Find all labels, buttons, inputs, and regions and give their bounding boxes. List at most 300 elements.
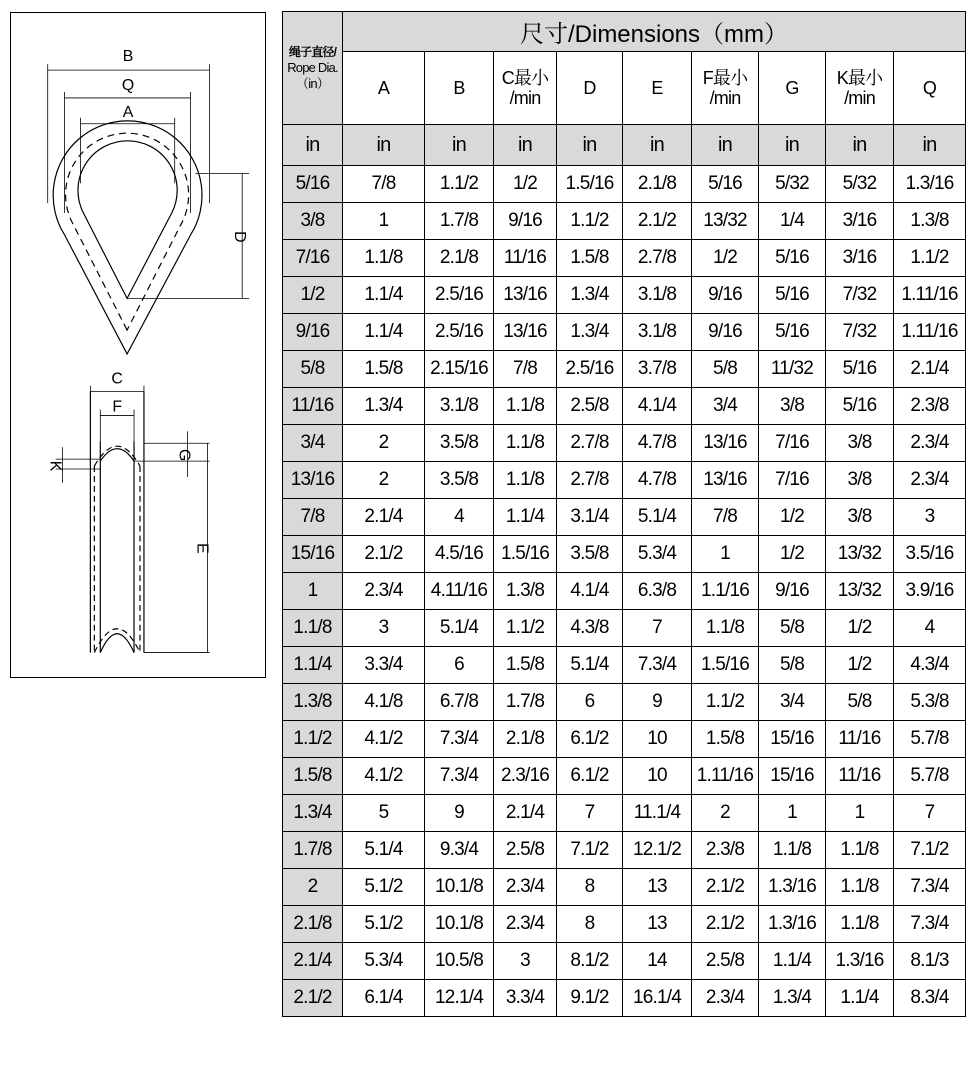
dimension-cell: 4.1/4 <box>557 573 623 610</box>
rope-dia-cell: 3/8 <box>283 203 343 240</box>
table-row <box>283 462 966 499</box>
column-header <box>692 52 759 125</box>
dimension-cell: 3.1/8 <box>623 277 692 314</box>
dimension-cell: 1.3/4 <box>557 277 623 314</box>
dimension-cell: 1.3/16 <box>826 943 894 980</box>
dimension-cell: 2.7/8 <box>557 462 623 499</box>
dimension-cell: 7.3/4 <box>894 906 966 943</box>
dimension-cell: 4.5/16 <box>425 536 494 573</box>
dimension-cell: 9 <box>425 795 494 832</box>
dimension-cell: 3/8 <box>826 499 894 536</box>
dimension-cell: 1/2 <box>692 240 759 277</box>
dimension-cell: 1.5/16 <box>557 166 623 203</box>
dimension-cell: 2.1/4 <box>343 499 425 536</box>
dimension-cell: 6.1/4 <box>343 980 425 1017</box>
dimension-cell: 2.7/8 <box>557 425 623 462</box>
dimension-cell: 1.1/8 <box>494 425 557 462</box>
table-row <box>283 425 966 462</box>
dimension-cell: 3/8 <box>826 462 894 499</box>
dimension-cell: 3.1/8 <box>425 388 494 425</box>
dimension-cell: 8.1/3 <box>894 943 966 980</box>
column-header-label: K最小 <box>836 68 883 88</box>
dimension-cell: 1.3/16 <box>759 906 826 943</box>
dimension-cell: 2.3/4 <box>343 573 425 610</box>
dimension-cell: 15/16 <box>759 721 826 758</box>
table-row <box>283 943 966 980</box>
dimension-cell: 2.1/2 <box>692 869 759 906</box>
column-header <box>759 52 826 125</box>
dimension-cell: 2.1/2 <box>343 536 425 573</box>
table-row <box>283 203 966 240</box>
rope-dia-cell: 2 <box>283 869 343 906</box>
dimension-cell: 1.5/8 <box>343 351 425 388</box>
dimension-cell: 1.3/4 <box>759 980 826 1017</box>
table-row <box>283 684 966 721</box>
dimension-cell: 5.1/4 <box>343 832 425 869</box>
table-row <box>283 573 966 610</box>
dimension-cell: 2.1/4 <box>894 351 966 388</box>
dimension-cell: 2.1/2 <box>692 906 759 943</box>
dimension-cell: 5/8 <box>692 351 759 388</box>
rope-dia-cell: 7/8 <box>283 499 343 536</box>
dimension-cell: 5/16 <box>692 166 759 203</box>
column-header-label: G <box>785 78 799 98</box>
dimension-cell: 1.11/16 <box>692 758 759 795</box>
dimension-cell: 4 <box>894 610 966 647</box>
rope-dia-cell: 1.3/8 <box>283 684 343 721</box>
dimension-cell: 12.1/4 <box>425 980 494 1017</box>
dimension-cell: 1.3/16 <box>759 869 826 906</box>
dimension-cell: 7/32 <box>826 277 894 314</box>
dimension-cell: 1.1/4 <box>494 499 557 536</box>
dimension-cell: 13 <box>623 906 692 943</box>
dimension-cell: 3 <box>343 610 425 647</box>
dimension-cell: 12.1/2 <box>623 832 692 869</box>
table-row <box>283 388 966 425</box>
dimension-cell: 2.3/4 <box>494 869 557 906</box>
column-header <box>894 52 966 125</box>
dimension-cell: 2.1/8 <box>623 166 692 203</box>
table-row <box>283 536 966 573</box>
dimension-cell: 8 <box>557 869 623 906</box>
dimension-cell: 5.1/2 <box>343 869 425 906</box>
table-row <box>283 351 966 388</box>
dimension-cell: 2.3/4 <box>692 980 759 1017</box>
column-header-label: F最小 <box>702 68 748 88</box>
column-header <box>623 52 692 125</box>
rope-dia-cell: 5/8 <box>283 351 343 388</box>
rope-dia-cell: 2.1/8 <box>283 906 343 943</box>
dimension-cell: 1 <box>826 795 894 832</box>
dimension-cell: 13/32 <box>826 573 894 610</box>
dimension-cell: 1.3/8 <box>894 203 966 240</box>
dimension-cell: 7/8 <box>494 351 557 388</box>
dimension-cell: 1.1/2 <box>557 203 623 240</box>
dimension-cell: 5 <box>343 795 425 832</box>
dimension-cell: 9/16 <box>759 573 826 610</box>
dimension-cell: 2.5/8 <box>692 943 759 980</box>
groove-dashed <box>66 133 189 330</box>
rope-dia-cell: 5/16 <box>283 166 343 203</box>
dimension-cell: 9 <box>623 684 692 721</box>
dimension-cell: 1.1/4 <box>343 277 425 314</box>
column-header-label: D <box>583 78 596 98</box>
dimension-cell: 2.5/8 <box>557 388 623 425</box>
dimension-cell: 3.5/16 <box>894 536 966 573</box>
dimension-cell: 7.1/2 <box>557 832 623 869</box>
dimension-cell: 5.1/4 <box>623 499 692 536</box>
table-title: 尺寸/Dimensions（mm） <box>343 12 966 52</box>
dimension-cell: 1 <box>759 795 826 832</box>
dimension-cell: 8 <box>557 906 623 943</box>
column-header-label: Q <box>922 78 937 98</box>
dimension-cell: 1.5/8 <box>557 240 623 277</box>
dimension-cell: 1.1/8 <box>343 240 425 277</box>
dimension-cell: 1/2 <box>759 536 826 573</box>
dimension-cell: 3/16 <box>826 203 894 240</box>
label-a: A <box>122 103 134 121</box>
table-row <box>283 499 966 536</box>
dimension-cell: 1.7/8 <box>494 684 557 721</box>
rope-dia-cell: 7/16 <box>283 240 343 277</box>
unit-cell: in <box>826 125 894 166</box>
dimension-cell: 4.1/4 <box>623 388 692 425</box>
dimension-cell: 1.1/4 <box>826 980 894 1017</box>
column-header <box>494 52 557 125</box>
rope-dia-cell: 3/4 <box>283 425 343 462</box>
rope-dia-cell: 9/16 <box>283 314 343 351</box>
dimension-cell: 2.1/8 <box>425 240 494 277</box>
dimension-cell: 1.1/8 <box>494 462 557 499</box>
column-header-sublabel: /min <box>509 88 541 108</box>
thimble-drawing <box>11 13 265 677</box>
dimension-cell: 1.1/8 <box>692 610 759 647</box>
dimension-cell: 9/16 <box>692 277 759 314</box>
dimension-cell: 4.1/2 <box>343 721 425 758</box>
rope-dia-cell: 2.1/2 <box>283 980 343 1017</box>
table-row <box>283 906 966 943</box>
dimension-cell: 7 <box>623 610 692 647</box>
rope-dia-cell: 1.1/2 <box>283 721 343 758</box>
dimension-cell: 6 <box>557 684 623 721</box>
dimension-cell: 3.1/8 <box>623 314 692 351</box>
dimension-cell: 5/16 <box>759 314 826 351</box>
unit-cell: in <box>343 125 425 166</box>
dimension-cell: 11/16 <box>494 240 557 277</box>
label-q: Q <box>121 77 135 95</box>
dimension-cell: 2.3/16 <box>494 758 557 795</box>
dimension-cell: 1.11/16 <box>894 314 966 351</box>
label-d: D <box>231 231 249 243</box>
dimension-cell: 5/16 <box>759 240 826 277</box>
rope-dia-header <box>283 12 343 125</box>
dimension-cell: 3/8 <box>826 425 894 462</box>
dimension-cell: 5.1/2 <box>343 906 425 943</box>
unit-cell: in <box>759 125 826 166</box>
dimension-cell: 6.1/2 <box>557 721 623 758</box>
dimension-cell: 4 <box>425 499 494 536</box>
rope-dia-cell: 2.1/4 <box>283 943 343 980</box>
dimension-cell: 2.5/16 <box>557 351 623 388</box>
rope-header-cn: 绳子直径/ <box>288 45 337 59</box>
dimension-cell: 5.3/4 <box>343 943 425 980</box>
dimension-cell: 1.3/4 <box>557 314 623 351</box>
column-header-sublabel: /min <box>844 88 875 108</box>
dimension-cell: 2.7/8 <box>623 240 692 277</box>
label-c: C <box>111 370 123 388</box>
rope-header-en: Rope Dia. <box>287 60 338 75</box>
dimension-cell: 5.7/8 <box>894 758 966 795</box>
dimension-cell: 13/16 <box>494 277 557 314</box>
label-g: G <box>175 448 193 462</box>
table-row <box>283 832 966 869</box>
dimension-cell: 3 <box>494 943 557 980</box>
dimension-cell: 5/32 <box>759 166 826 203</box>
dimension-cell: 4.7/8 <box>623 462 692 499</box>
dimension-cell: 1 <box>343 203 425 240</box>
dimension-cell: 7.3/4 <box>425 758 494 795</box>
dimension-cell: 9/16 <box>494 203 557 240</box>
thimble-diagram <box>10 12 266 678</box>
dimension-cell: 2.1/4 <box>494 795 557 832</box>
dimension-cell: 2.3/8 <box>692 832 759 869</box>
dimensions-table <box>282 11 966 1017</box>
dimension-cell: 8.1/2 <box>557 943 623 980</box>
dimension-cell: 1.1/4 <box>343 314 425 351</box>
dimension-cell: 7 <box>894 795 966 832</box>
dimension-cell: 6.1/2 <box>557 758 623 795</box>
dimension-cell: 3.3/4 <box>343 647 425 684</box>
dimension-cell: 10 <box>623 758 692 795</box>
dimension-cell: 1.3/4 <box>343 388 425 425</box>
dimension-cell: 7.3/4 <box>623 647 692 684</box>
dimension-cell: 3.1/4 <box>557 499 623 536</box>
inner-hole <box>78 141 177 299</box>
dimension-cell: 2.3/4 <box>894 462 966 499</box>
column-header <box>826 52 894 125</box>
dimension-cell: 3.5/8 <box>425 425 494 462</box>
dimension-cell: 13/16 <box>494 314 557 351</box>
dimension-cell: 13/16 <box>692 425 759 462</box>
dimension-cell: 8.3/4 <box>894 980 966 1017</box>
dimension-cell: 5/16 <box>826 388 894 425</box>
rope-dia-cell: 1.1/4 <box>283 647 343 684</box>
dimension-cell: 2.3/4 <box>494 906 557 943</box>
dimension-cell: 2 <box>692 795 759 832</box>
dimension-cell: 5.1/4 <box>557 647 623 684</box>
dimension-cell: 11/16 <box>826 721 894 758</box>
dimension-cell: 4.3/4 <box>894 647 966 684</box>
column-header-label: B <box>453 78 465 98</box>
table-row <box>283 795 966 832</box>
dimension-cell: 16.1/4 <box>623 980 692 1017</box>
rope-dia-cell: 15/16 <box>283 536 343 573</box>
dimension-cell: 1.11/16 <box>894 277 966 314</box>
dimension-cell: 3.3/4 <box>494 980 557 1017</box>
dimension-cell: 1.1/8 <box>826 832 894 869</box>
column-header-label: E <box>651 78 663 98</box>
dimension-cell: 1.1/2 <box>494 610 557 647</box>
dimension-cell: 5.3/4 <box>623 536 692 573</box>
dimension-cell: 13/32 <box>826 536 894 573</box>
dimension-cell: 7.3/4 <box>894 869 966 906</box>
dimension-cell: 2.1/8 <box>494 721 557 758</box>
dimension-cell: 1.3/16 <box>894 166 966 203</box>
table-row <box>283 314 966 351</box>
dimension-cell: 1.7/8 <box>425 203 494 240</box>
column-header <box>343 52 425 125</box>
column-header <box>425 52 494 125</box>
dimension-cell: 1/2 <box>494 166 557 203</box>
dimension-cell: 5/32 <box>826 166 894 203</box>
dimension-cell: 2.3/8 <box>894 388 966 425</box>
dimension-cell: 2.3/4 <box>894 425 966 462</box>
label-k: K <box>46 460 64 472</box>
dimension-cell: 7/32 <box>826 314 894 351</box>
dimension-cell: 1.1/2 <box>894 240 966 277</box>
dimension-cell: 3.5/8 <box>557 536 623 573</box>
dimension-cell: 5/8 <box>759 647 826 684</box>
dimension-cell: 4.1/8 <box>343 684 425 721</box>
dimension-cell: 3/16 <box>826 240 894 277</box>
dimension-cell: 1.3/8 <box>494 573 557 610</box>
dimension-cell: 1.1/2 <box>425 166 494 203</box>
dimension-cell: 7/16 <box>759 462 826 499</box>
table-row <box>283 166 966 203</box>
dimension-cell: 13/16 <box>692 462 759 499</box>
dimension-cell: 3.9/16 <box>894 573 966 610</box>
dimension-cell: 1.1/8 <box>826 906 894 943</box>
dimension-cell: 1.5/16 <box>494 536 557 573</box>
label-b: B <box>122 48 134 66</box>
dimension-cell: 5/16 <box>826 351 894 388</box>
dimension-cell: 1.1/4 <box>759 943 826 980</box>
dimension-cell: 6.3/8 <box>623 573 692 610</box>
rope-header-unit: （in） <box>296 76 329 91</box>
dimension-cell: 11.1/4 <box>623 795 692 832</box>
dimension-cell: 1.1/8 <box>494 388 557 425</box>
dimension-cell: 1.5/16 <box>692 647 759 684</box>
dimension-cell: 5/8 <box>759 610 826 647</box>
dimension-cell: 2 <box>343 462 425 499</box>
unit-cell: in <box>894 125 966 166</box>
dimension-cell: 2.5/16 <box>425 314 494 351</box>
table-row <box>283 869 966 906</box>
dimension-cell: 6 <box>425 647 494 684</box>
dimension-cell: 3 <box>894 499 966 536</box>
dimension-cell: 1.1/2 <box>692 684 759 721</box>
dimension-cell: 3.7/8 <box>623 351 692 388</box>
dimension-cell: 10.5/8 <box>425 943 494 980</box>
dimension-cell: 5/8 <box>826 684 894 721</box>
dimension-cell: 7.3/4 <box>425 721 494 758</box>
dimension-cell: 5.1/4 <box>425 610 494 647</box>
label-f: F <box>112 398 123 416</box>
dimension-cell: 14 <box>623 943 692 980</box>
table-row <box>283 758 966 795</box>
column-header-label: A <box>377 78 390 98</box>
dimension-cell: 4.1/2 <box>343 758 425 795</box>
table-row <box>283 277 966 314</box>
unit-cell: in <box>283 125 343 166</box>
dimension-cell: 4.3/8 <box>557 610 623 647</box>
dimension-cell: 1 <box>692 536 759 573</box>
dimension-cell: 15/16 <box>759 758 826 795</box>
dimension-cell: 10 <box>623 721 692 758</box>
dimension-cell: 6.7/8 <box>425 684 494 721</box>
dimension-cell: 3/4 <box>692 388 759 425</box>
dimension-cell: 2.1/2 <box>623 203 692 240</box>
dimension-cell: 7/16 <box>759 425 826 462</box>
dimension-cell: 11/32 <box>759 351 826 388</box>
dimension-cell: 4.11/16 <box>425 573 494 610</box>
dimension-cell: 2.15/16 <box>425 351 494 388</box>
dimension-cell: 7/8 <box>692 499 759 536</box>
rope-dia-cell: 1 <box>283 573 343 610</box>
dimension-cell: 9.3/4 <box>425 832 494 869</box>
dimension-cell: 3.5/8 <box>425 462 494 499</box>
dimension-cell: 1/2 <box>759 499 826 536</box>
rope-dia-cell: 1/2 <box>283 277 343 314</box>
table-row <box>283 610 966 647</box>
dimension-cell: 9.1/2 <box>557 980 623 1017</box>
rope-dia-cell: 1.3/4 <box>283 795 343 832</box>
dimension-cell: 7.1/2 <box>894 832 966 869</box>
dimension-cell: 7 <box>557 795 623 832</box>
rope-dia-cell: 13/16 <box>283 462 343 499</box>
table-row <box>283 647 966 684</box>
rope-dia-cell: 1.7/8 <box>283 832 343 869</box>
dimension-cell: 9/16 <box>692 314 759 351</box>
outer-outline <box>53 121 202 354</box>
table-row <box>283 980 966 1017</box>
rope-dia-cell: 1.1/8 <box>283 610 343 647</box>
dimension-cell: 4.7/8 <box>623 425 692 462</box>
rope-dia-cell: 11/16 <box>283 388 343 425</box>
unit-cell: in <box>623 125 692 166</box>
rope-dia-cell: 1.5/8 <box>283 758 343 795</box>
unit-cell: in <box>425 125 494 166</box>
dimension-cell: 1.1/16 <box>692 573 759 610</box>
dimension-cell: 11/16 <box>826 758 894 795</box>
label-e: E <box>193 543 211 554</box>
table-row <box>283 240 966 277</box>
dimension-cell: 5/16 <box>759 277 826 314</box>
dimension-cell: 1.1/8 <box>759 832 826 869</box>
unit-cell: in <box>494 125 557 166</box>
dimension-cell: 3/4 <box>759 684 826 721</box>
dimension-cell: 5.3/8 <box>894 684 966 721</box>
dimension-cell: 2 <box>343 425 425 462</box>
dimension-cell: 3/8 <box>759 388 826 425</box>
dimension-cell: 1.5/8 <box>494 647 557 684</box>
unit-cell: in <box>692 125 759 166</box>
dimension-cell: 1.1/8 <box>826 869 894 906</box>
dimension-cell: 10.1/8 <box>425 869 494 906</box>
dimension-cell: 2.5/16 <box>425 277 494 314</box>
dimension-cell: 7/8 <box>343 166 425 203</box>
column-header <box>557 52 623 125</box>
column-header-sublabel: /min <box>709 88 741 108</box>
dimension-cell: 1.5/8 <box>692 721 759 758</box>
dimension-cell: 13 <box>623 869 692 906</box>
table-row <box>283 721 966 758</box>
dimension-cell: 13/32 <box>692 203 759 240</box>
unit-cell: in <box>557 125 623 166</box>
dimension-cell: 2.5/8 <box>494 832 557 869</box>
dimension-cell: 5.7/8 <box>894 721 966 758</box>
column-header-label: C最小 <box>501 68 549 88</box>
